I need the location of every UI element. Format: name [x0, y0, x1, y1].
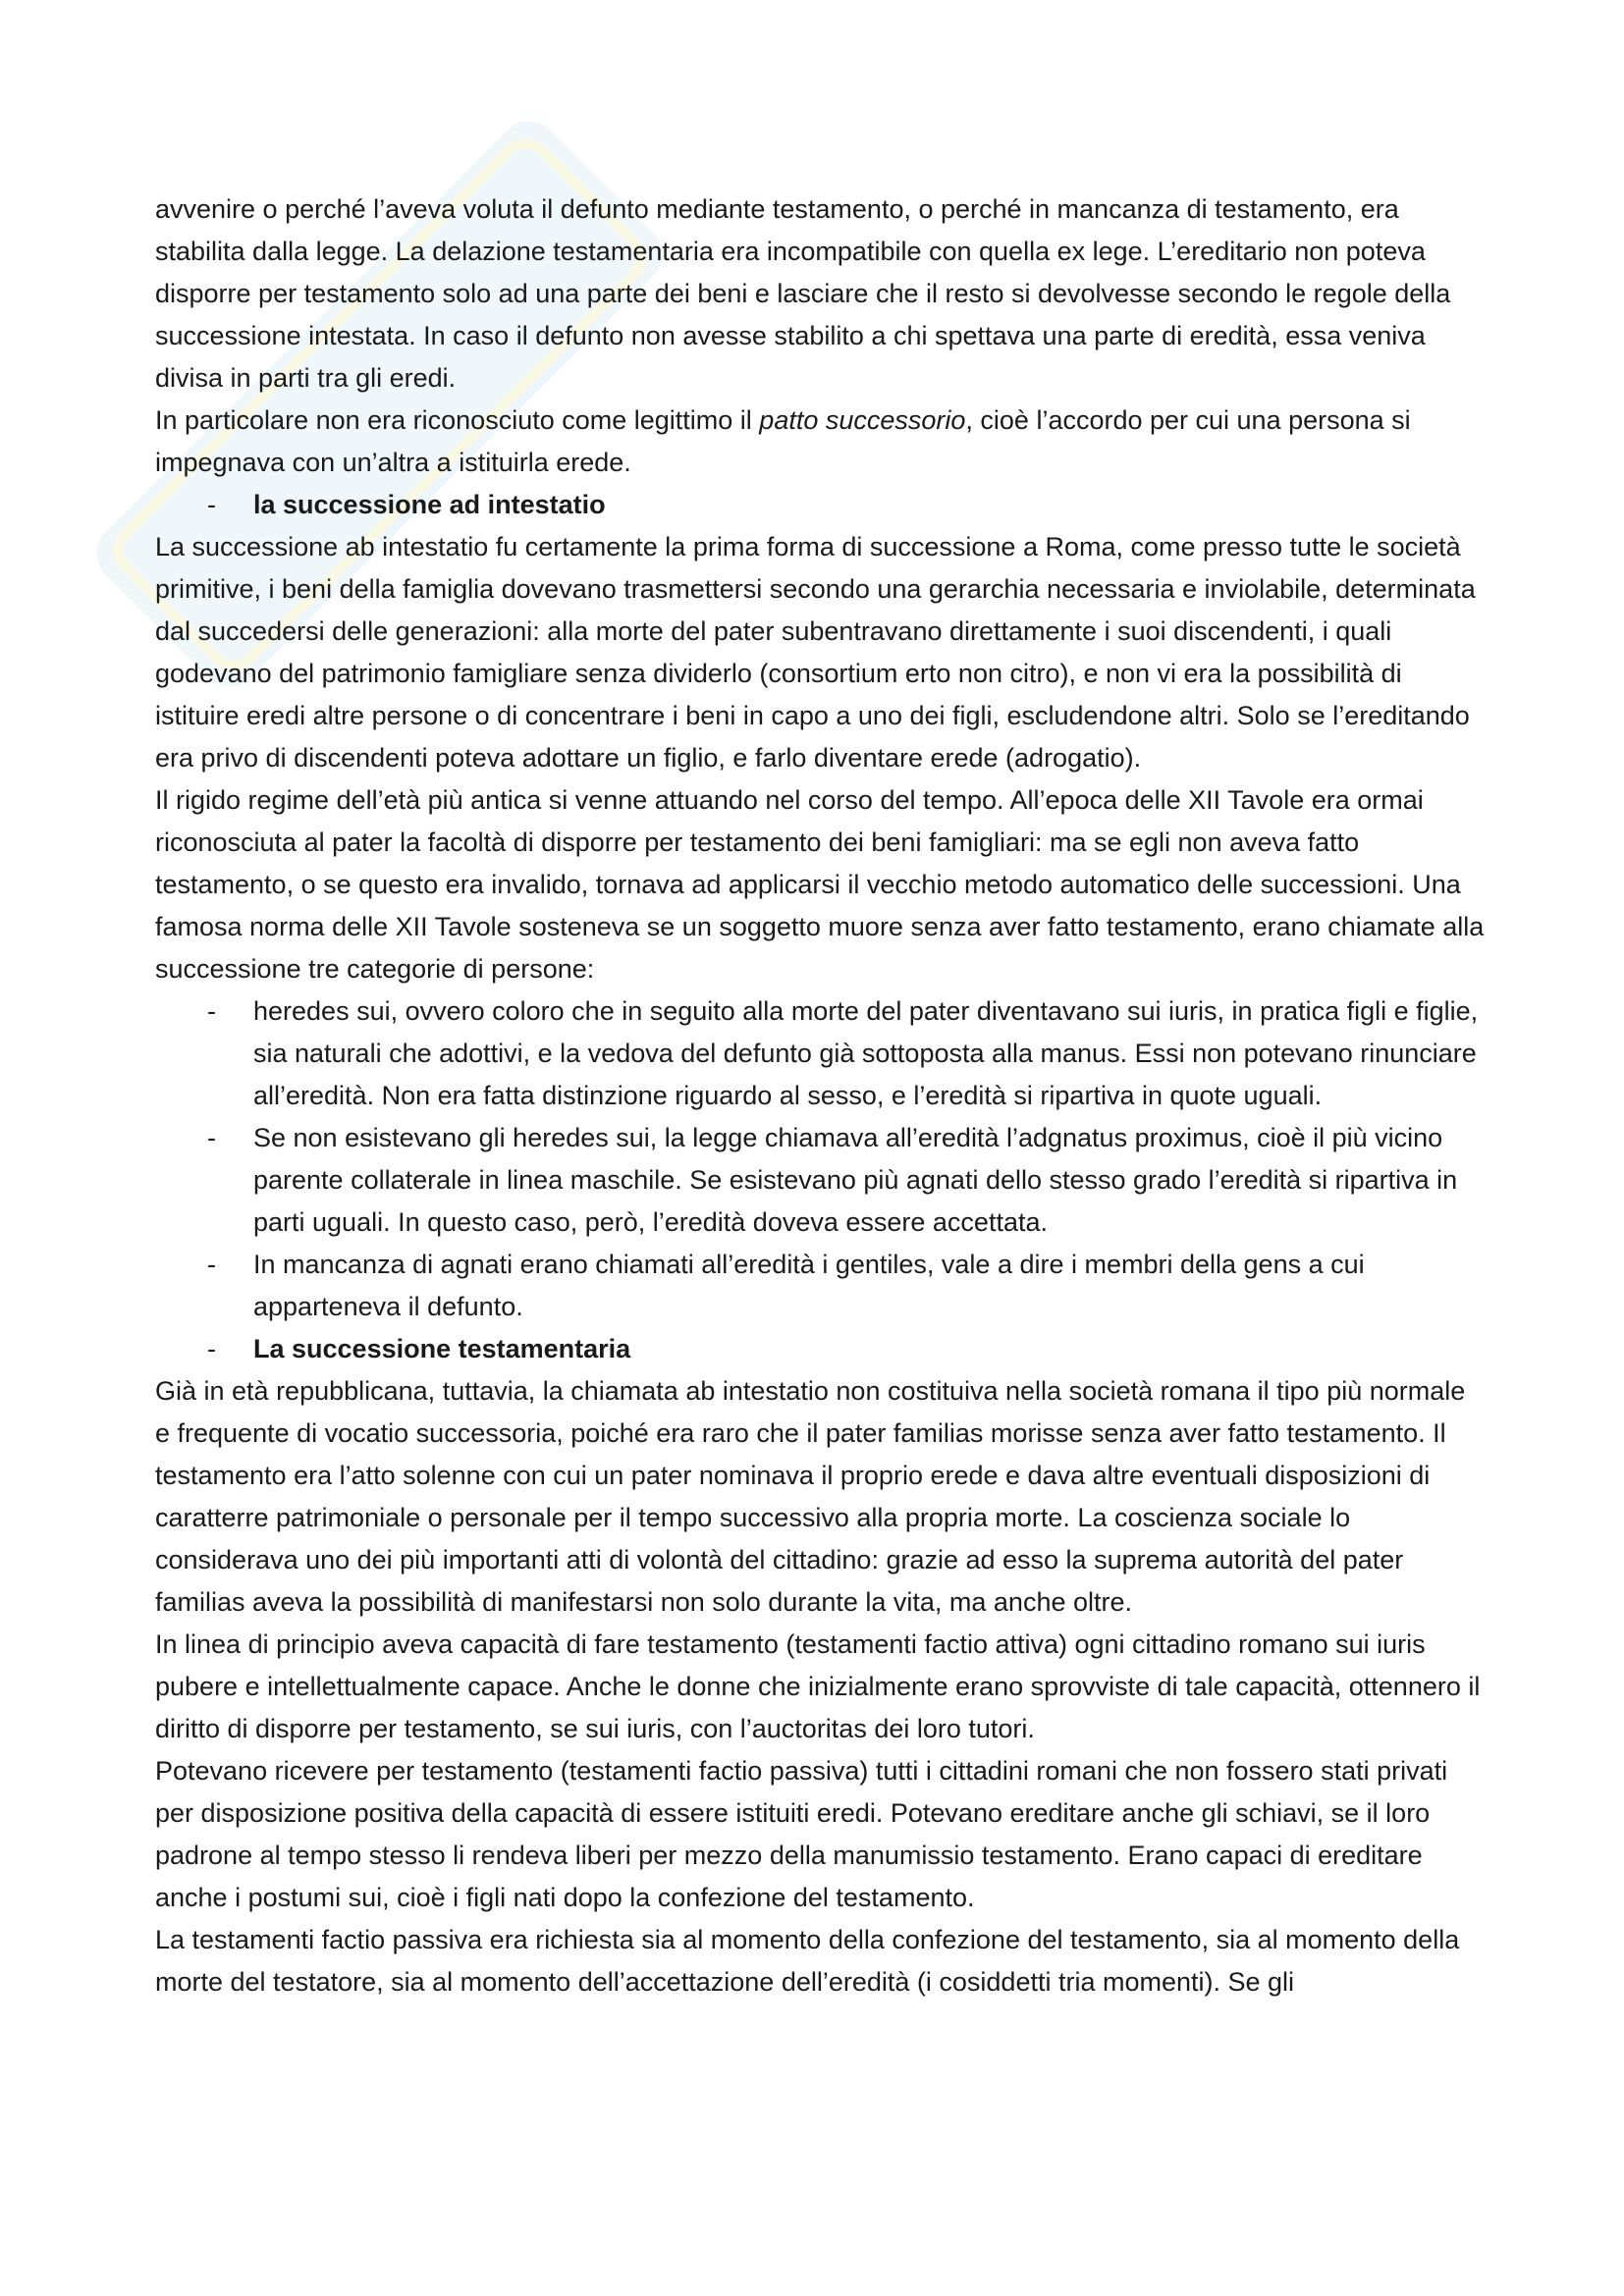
list-item: [155, 990, 1487, 1117]
paragraph: Già in età repubblicana, tuttavia, la chiamata ab intestatio non costituiva nella società romana il tipo più normale e frequente di vocatio successoria, poiché era raro che il pater familias morisse senza aver fatto testamento. Il testamento era l’atto solenne con cui un pater nominava il proprio erede e dava altre eventuali disposizioni di caratterre patrimoniale o personale per il tempo successivo alla propria morte. La coscienza sociale lo considerava uno dei più importanti atti di volontà del cittadino: grazie ad esso la suprema autorità del pater familias aveva la possibilità di manifestarsi non solo durante la vita, ma anche oltre.: [155, 1376, 1466, 1617]
document-body: [155, 188, 1487, 2003]
list-item-text: Se non esistevano gli heredes sui, la legge chiamava all’eredità l’adgnatus proximus, cioè il più vicino parente collaterale in linea maschile. Se esistevano più agnati dello stesso grado l’eredità si ripartiva in parti uguali. In questo caso, però, l’eredità doveva essere accettata.: [253, 1123, 1458, 1237]
dash-bullet: -: [207, 1250, 216, 1279]
section-heading: [155, 1328, 1487, 1370]
dash-bullet: -: [207, 1334, 216, 1363]
dash-bullet: -: [207, 1123, 216, 1152]
dash-bullet: -: [207, 490, 216, 519]
dash-bullet: -: [207, 996, 216, 1026]
paragraph: In linea di principio aveva capacità di fare testamento (testamenti factio attiva) ogni cittadino romano sui iuris pubere e intellettualmente capace. Anche le donne che inizialmente erano sprovviste di tale capacità, ottennero il diritto di disporre per testamento, se sui iuris, con l’auctoritas dei loro tutori.: [155, 1629, 1481, 1743]
paragraph: [155, 400, 1487, 484]
paragraph: avvenire o perché l’aveva voluta il defunto mediante testamento, o perché in mancanza di testamento, era stabilita dalla legge. La delazione testamentaria era incompatibile con quella ex lege. L’ereditario non poteva disporre per testamento solo ad una parte dei beni e lasciare che il resto si devolvesse secondo le regole della successione intestata. In caso il defunto non avesse stabilito a chi spettava una parte di eredità, essa veniva divisa in parti tra gli eredi.: [155, 194, 1451, 393]
list-item: [155, 1244, 1487, 1328]
paragraph: Il rigido regime dell’età più antica si venne attuando nel corso del tempo. All’epoca delle XII Tavole era ormai riconosciuta al pater la facoltà di disporre per testamento dei beni famigliari: ma se egli non aveva fatto testamento, o se questo era invalido, tornava ad applicarsi il vecchio metodo automatico delle successioni. Una famosa norma delle XII Tavole sosteneva se un soggetto muore senza aver fatto testamento, erano chiamate alla successione tre categorie di persone:: [155, 785, 1485, 984]
list-item-text: heredes sui, ovvero coloro che in seguito alla morte del pater diventavano sui iuris, in pratica figli e figlie, sia naturali che adottivi, e la vedova del defunto già sottoposta alla manus. Essi non potevano rinunciare all’eredità. Non era fatta distinzione riguardo al sesso, e l’eredità si ripartiva in quote uguali.: [253, 996, 1479, 1110]
list-item: [155, 1117, 1487, 1244]
section-heading: [155, 484, 1487, 526]
section-heading-text: la successione ad intestatio: [253, 490, 606, 519]
paragraph: La successione ab intestatio fu certamente la prima forma di successione a Roma, come presso tutte le società primitive, i beni della famiglia dovevano trasmettersi secondo una gerarchia necessaria e inviolabile, determinata dal succedersi delle generazioni: alla morte del pater subentravano direttamente i suoi discendenti, i quali godevano del patrimonio famigliare senza dividerlo (consortium erto non citro), e non vi era la possibilità di istituire eredi altre persone o di concentrare i beni in capo a uno dei figli, escludendone altri. Solo se l’ereditando era privo di discendenti poteva adottare un figlio, e farlo diventare erede (adrogatio).: [155, 532, 1476, 773]
paragraph: La testamenti factio passiva era richiesta sia al momento della confezione del testamento, sia al momento della morte del testatore, sia al momento dell’accettazione dell’eredità (i cosiddetti tria momenti). Se gli: [155, 1925, 1460, 1997]
section-heading-text: La successione testamentaria: [253, 1334, 631, 1363]
paragraph-text: , cioè l’accordo per cui una persona si impegnava con un’altra a istituirla erede.: [155, 405, 1411, 477]
list-item-text: In mancanza di agnati erano chiamati all’eredità i gentiles, vale a dire i membri della gens a cui apparteneva il defunto.: [253, 1250, 1365, 1321]
italic-term: patto successorio: [759, 405, 966, 435]
paragraph: Potevano ricevere per testamento (testamenti factio passiva) tutti i cittadini romani che non fossero stati privati per disposizione positiva della capacità di essere istituiti eredi. Potevano ereditare anche gli schiavi, se il loro padrone al tempo stesso li rendeva liberi per mezzo della manumissio testamento. Erano capaci di ereditare anche i postumi sui, cioè i figli nati dopo la confezione del testamento.: [155, 1756, 1448, 1912]
paragraph-text: In particolare non era riconosciuto come legittimo il: [155, 405, 760, 435]
